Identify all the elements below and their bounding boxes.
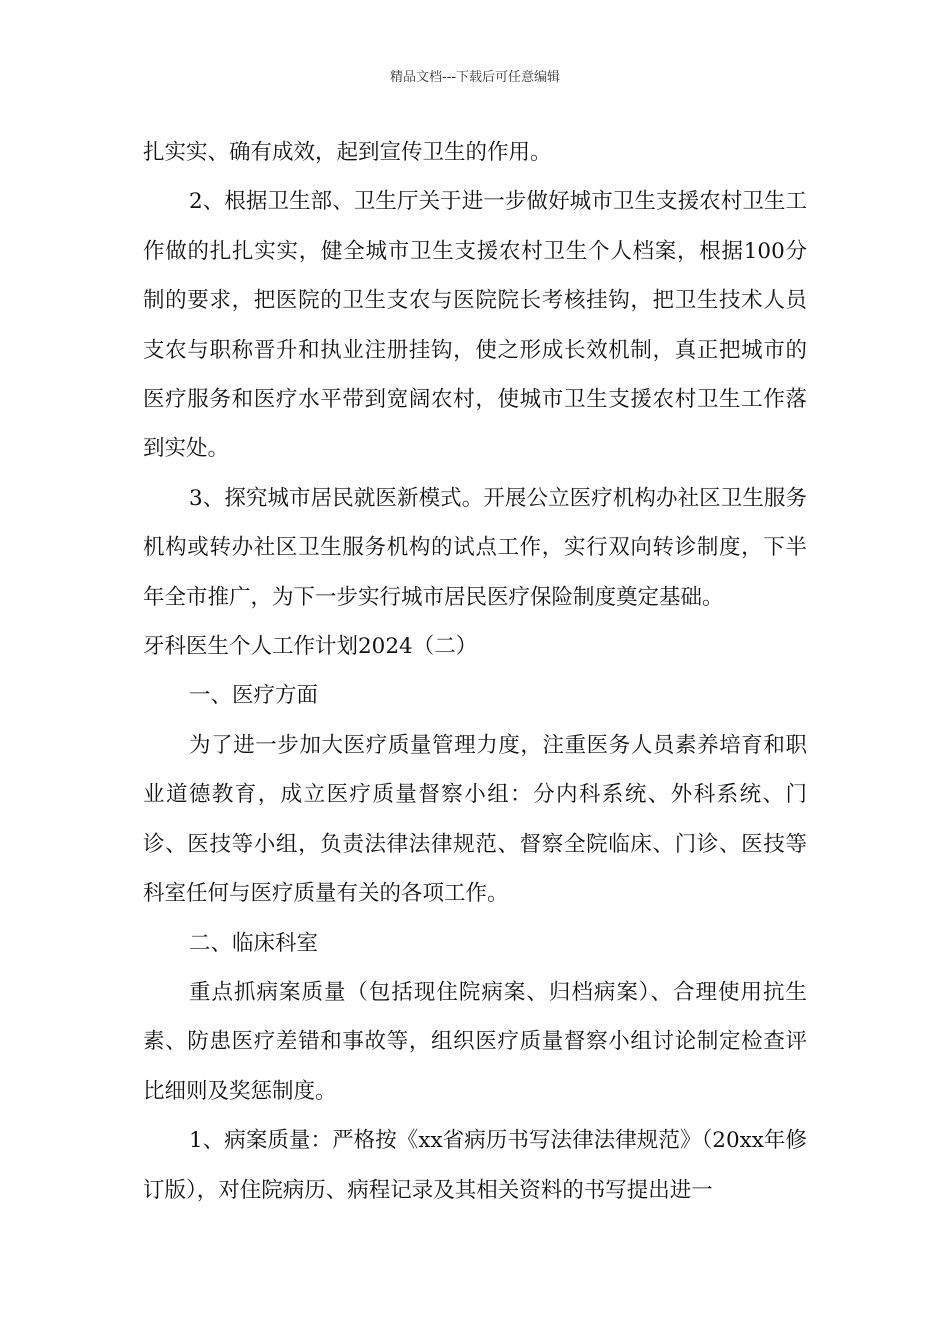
section-title: 牙科医生个人工作计划2024（二）	[143, 634, 478, 660]
paragraph-medical-quality: 为了进一步加大医疗质量管理力度，注重医务人员素养培育和职业道德教育，成立医疗质量督察小组：分内科系统、外科系统、门诊、医技等小组，负责法律法律规范、督察全院临床、门诊、医技等科室任何与医疗质量有关的各项工作。	[143, 732, 807, 907]
paragraph-clinical-focus: 重点抓病案质量（包括现住院病案、归档病案）、合理使用抗生素、防患医疗差错和事故等，组织医疗质量督察小组讨论制定检查评比细则及奖惩制度。	[143, 979, 807, 1104]
heading-medical: 一、医疗方面	[189, 683, 319, 709]
paragraph-continuation: 扎实实、确有成效，起到宣传卫生的作用。	[143, 140, 552, 165]
document-body	[143, 128, 807, 1215]
paragraph-item-3: 3、探究城市居民就医新模式。开展公立医疗机构办社区卫生服务机构或转办社区卫生服务机构的试点工作，实行双向转诊制度，下半年全市推广，为下一步实行城市居民医疗保险制度奠定基础。	[143, 485, 807, 610]
paragraph-case-quality: 1、病案质量：严格按《xx省病历书写法律法律规范》（20xx年修订版），对住院病历、病程记录及其相关资料的书写提出进一	[143, 1128, 807, 1203]
paragraph-item-2: 2、根据卫生部、卫生厅关于进一步做好城市卫生支援农村卫生工作做的扎扎实实，健全城市卫生支援农村卫生个人档案，根据100分制的要求，把医院的卫生支农与医院院长考核挂钩，把卫生技术人员支农与职称晋升和执业注册挂钩，使之形成长效机制，真正把城市的医疗服务和医疗水平带到宽阔农村，使城市卫生支援农村卫生工作落到实处。	[143, 189, 807, 462]
page-header: 精品文档---下载后可任意编辑	[389, 70, 561, 85]
heading-clinical: 二、临床科室	[189, 930, 319, 956]
